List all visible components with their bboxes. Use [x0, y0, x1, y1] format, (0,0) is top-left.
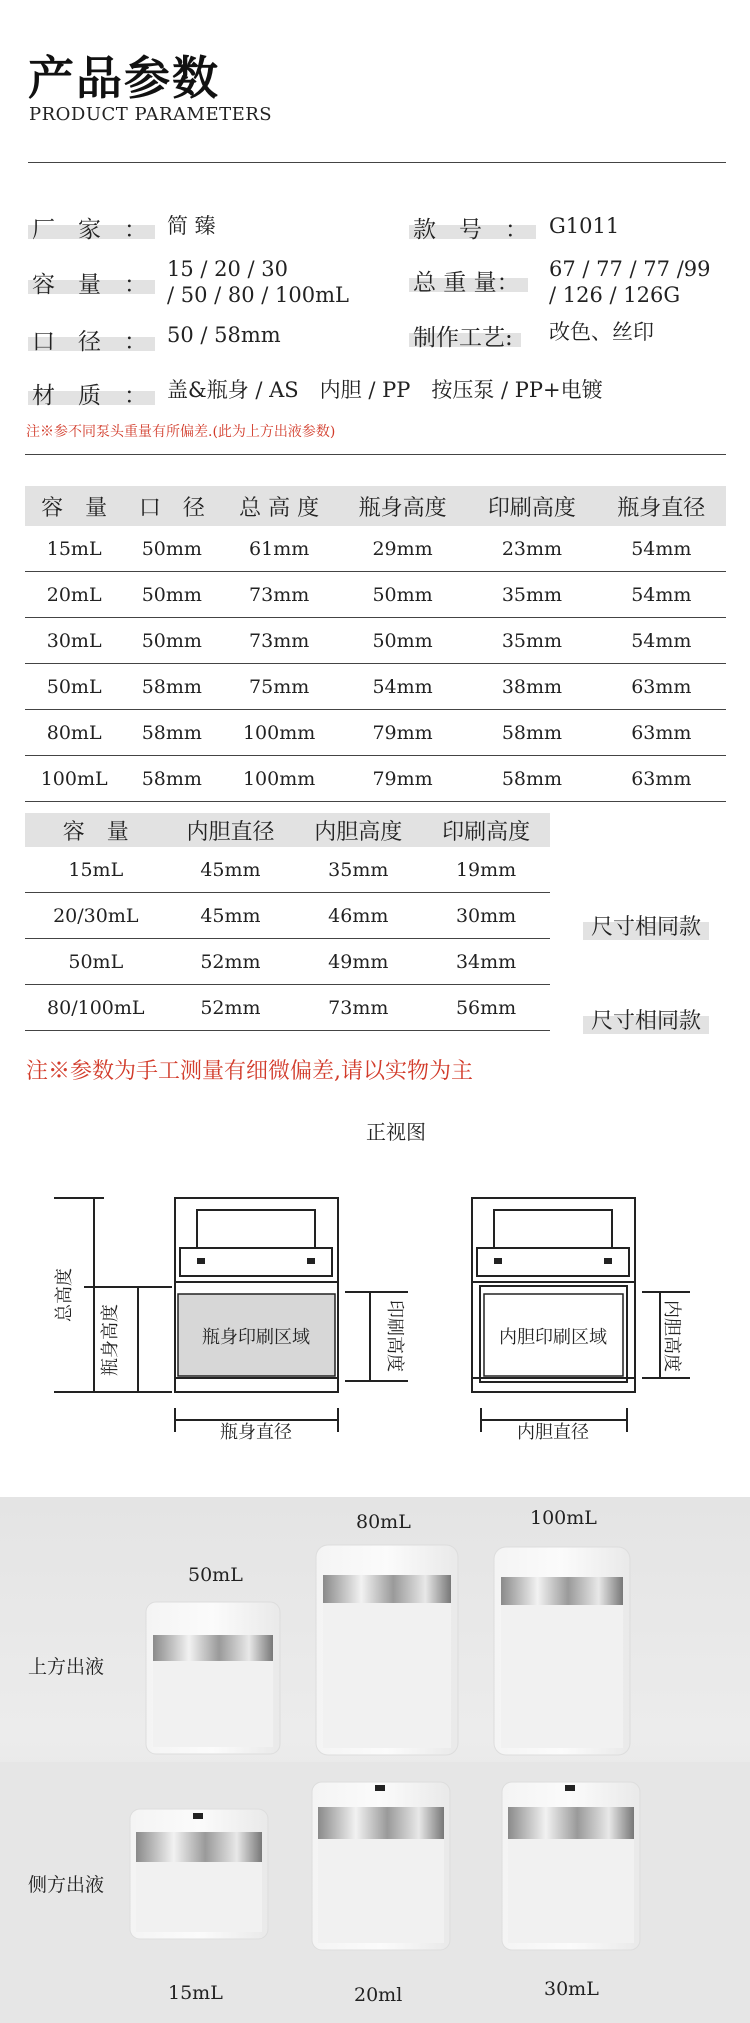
front-view-diagram [0, 1170, 750, 1450]
spec-label-capacity: 容 量 ： [32, 266, 147, 299]
inner-liner-table [25, 813, 550, 1031]
table-header-cell: 内胆高度 [294, 813, 422, 847]
product-bottles-image [0, 1497, 750, 2023]
table-cell: 58mm [123, 664, 220, 710]
inner-print-area-label: 内胆印刷区域 [499, 1327, 607, 1348]
table-cell: 79mm [338, 710, 467, 756]
table-header-row [25, 813, 550, 847]
size-label: 80mL [356, 1511, 411, 1533]
table-row [25, 939, 550, 985]
table-cell: 58mm [123, 756, 220, 802]
table-header-cell: 容 量 [25, 813, 167, 847]
spec-value-model: G1011 [549, 214, 620, 238]
table-cell: 80mL [25, 710, 123, 756]
table-cell: 50mm [338, 618, 467, 664]
table-cell: 50mL [25, 664, 123, 710]
size-label: 20ml [354, 1984, 403, 2006]
top-dispense-label: 上方出液 [28, 1656, 105, 1678]
spec-value-capacity: 15 / 20 / 30 / 50 / 80 / 100mL [167, 257, 349, 307]
table-header-row [25, 485, 726, 526]
spec-label-gross-weight: 总 重 量： [413, 264, 520, 297]
table-cell: 100mm [220, 710, 338, 756]
spec-label-caliber: 口 径 ： [32, 323, 147, 356]
table-cell: 54mm [597, 618, 726, 664]
table-cell: 61mm [220, 526, 338, 572]
size-label: 30mL [544, 1978, 599, 2000]
table-cell: 52mm [167, 939, 295, 985]
inner-height-label: 内胆高度 [661, 1300, 682, 1372]
bottle-20ml [312, 1782, 450, 1950]
table-cell: 100mL [25, 756, 123, 802]
spec-label-material: 材 质 ： [32, 377, 147, 410]
weight-note: 注※参不同泵头重量有所偏差.(此为上方出液参数) [26, 424, 336, 440]
table-cell: 63mm [597, 756, 726, 802]
inner-diameter-label: 内胆直径 [517, 1422, 589, 1443]
table-row [25, 664, 726, 710]
table-cell: 80/100mL [25, 985, 167, 1031]
table-row [25, 756, 726, 802]
table-cell: 20mL [25, 572, 123, 618]
spec-value-gross-weight: 67 / 77 / 77 /99 / 126 / 126G [549, 257, 711, 307]
bottle-50ml [146, 1602, 280, 1754]
table-cell: 50mm [123, 572, 220, 618]
table-cell: 50mL [25, 939, 167, 985]
table-header-cell: 印刷高度 [422, 813, 550, 847]
table-cell: 58mm [467, 710, 596, 756]
table-row [25, 847, 550, 893]
pump-hole [307, 1258, 315, 1264]
bottle-15ml [130, 1809, 268, 1939]
table-cell: 54mm [597, 526, 726, 572]
bottle-print-area-label: 瓶身印刷区域 [202, 1327, 310, 1348]
table-cell: 58mm [123, 710, 220, 756]
table-row [25, 526, 726, 572]
table-cell: 54mm [338, 664, 467, 710]
table-cell: 15mL [25, 847, 167, 893]
diagram-title: 正视图 [366, 1120, 426, 1144]
table-cell: 50mm [123, 526, 220, 572]
table-cell: 29mm [338, 526, 467, 572]
page-title: 产品参数 [28, 51, 220, 105]
table-cell: 73mm [220, 572, 338, 618]
table-cell: 54mm [597, 572, 726, 618]
table-cell: 20/30mL [25, 893, 167, 939]
table-header-cell: 印刷高度 [467, 485, 596, 526]
table-cell: 63mm [597, 664, 726, 710]
pump-hole [604, 1258, 612, 1264]
table-cell: 45mm [167, 893, 295, 939]
table-row [25, 710, 726, 756]
table-row [25, 572, 726, 618]
pump-hole [197, 1258, 205, 1264]
print-height-label: 印刷高度 [384, 1300, 405, 1372]
bottle-30ml [502, 1782, 640, 1950]
table-header-cell: 内胆直径 [167, 813, 295, 847]
same-size-label: 尺寸相同款 [591, 910, 701, 941]
table-cell: 63mm [597, 710, 726, 756]
table-cell: 38mm [467, 664, 596, 710]
table-header-cell: 口 径 [123, 485, 220, 526]
table-cell: 35mm [294, 847, 422, 893]
table-cell: 100mm [220, 756, 338, 802]
dimension-table [25, 484, 726, 802]
spec-label-process: 制作工艺: [413, 319, 513, 352]
table-row [25, 893, 550, 939]
bottle-diameter-label: 瓶身直径 [220, 1422, 292, 1443]
size-label: 15mL [168, 1982, 223, 2004]
bottle-80ml [316, 1545, 458, 1755]
table-cell: 50mm [123, 618, 220, 664]
header-divider [28, 162, 726, 163]
spec-value-manufacturer: 简 臻 [167, 214, 216, 238]
measurement-note: 注※参数为手工测量有细微偏差,请以实物为主 [26, 1059, 473, 1084]
table-cell: 75mm [220, 664, 338, 710]
table-cell: 30mL [25, 618, 123, 664]
page-subtitle: PRODUCT PARAMETERS [29, 104, 273, 125]
table-cell: 50mm [338, 572, 467, 618]
table-cell: 19mm [422, 847, 550, 893]
table-row [25, 985, 550, 1031]
table-header-cell: 瓶身高度 [338, 485, 467, 526]
product-photo [0, 1497, 750, 2023]
bottle-height-label: 瓶身高度 [100, 1304, 121, 1376]
table-cell: 49mm [294, 939, 422, 985]
table-cell: 56mm [422, 985, 550, 1031]
table-cell: 52mm [167, 985, 295, 1031]
same-size-label: 尺寸相同款 [591, 1004, 701, 1035]
pump-hole [494, 1258, 502, 1264]
table-cell: 15mL [25, 526, 123, 572]
spec-value-caliber: 50 / 58mm [167, 323, 281, 347]
total-height-label: 总高度 [54, 1268, 75, 1322]
spec-divider [25, 454, 726, 455]
table-header-cell: 总 高 度 [220, 485, 338, 526]
table-cell: 30mm [422, 893, 550, 939]
table-cell: 35mm [467, 618, 596, 664]
spec-value-material: 盖&瓶身 / AS 内胆 / PP 按压泵 / PP+电镀 [167, 378, 603, 402]
size-label: 100mL [530, 1507, 597, 1529]
size-label: 50mL [188, 1564, 243, 1586]
table-cell: 79mm [338, 756, 467, 802]
spec-label-manufacturer: 厂 家 ： [32, 211, 147, 244]
table-cell: 35mm [467, 572, 596, 618]
spec-label-model: 款 号 ： [413, 211, 528, 244]
table-cell: 58mm [467, 756, 596, 802]
table-row [25, 618, 726, 664]
table-cell: 45mm [167, 847, 295, 893]
table-cell: 73mm [294, 985, 422, 1031]
table-cell: 73mm [220, 618, 338, 664]
spec-value-process: 改色、丝印 [549, 320, 654, 344]
table-cell: 34mm [422, 939, 550, 985]
side-dispense-label: 侧方出液 [28, 1874, 105, 1896]
table-header-cell: 瓶身直径 [597, 485, 726, 526]
table-header-cell: 容 量 [25, 485, 123, 526]
table-cell: 23mm [467, 526, 596, 572]
table-cell: 46mm [294, 893, 422, 939]
bottle-100ml [494, 1547, 630, 1755]
